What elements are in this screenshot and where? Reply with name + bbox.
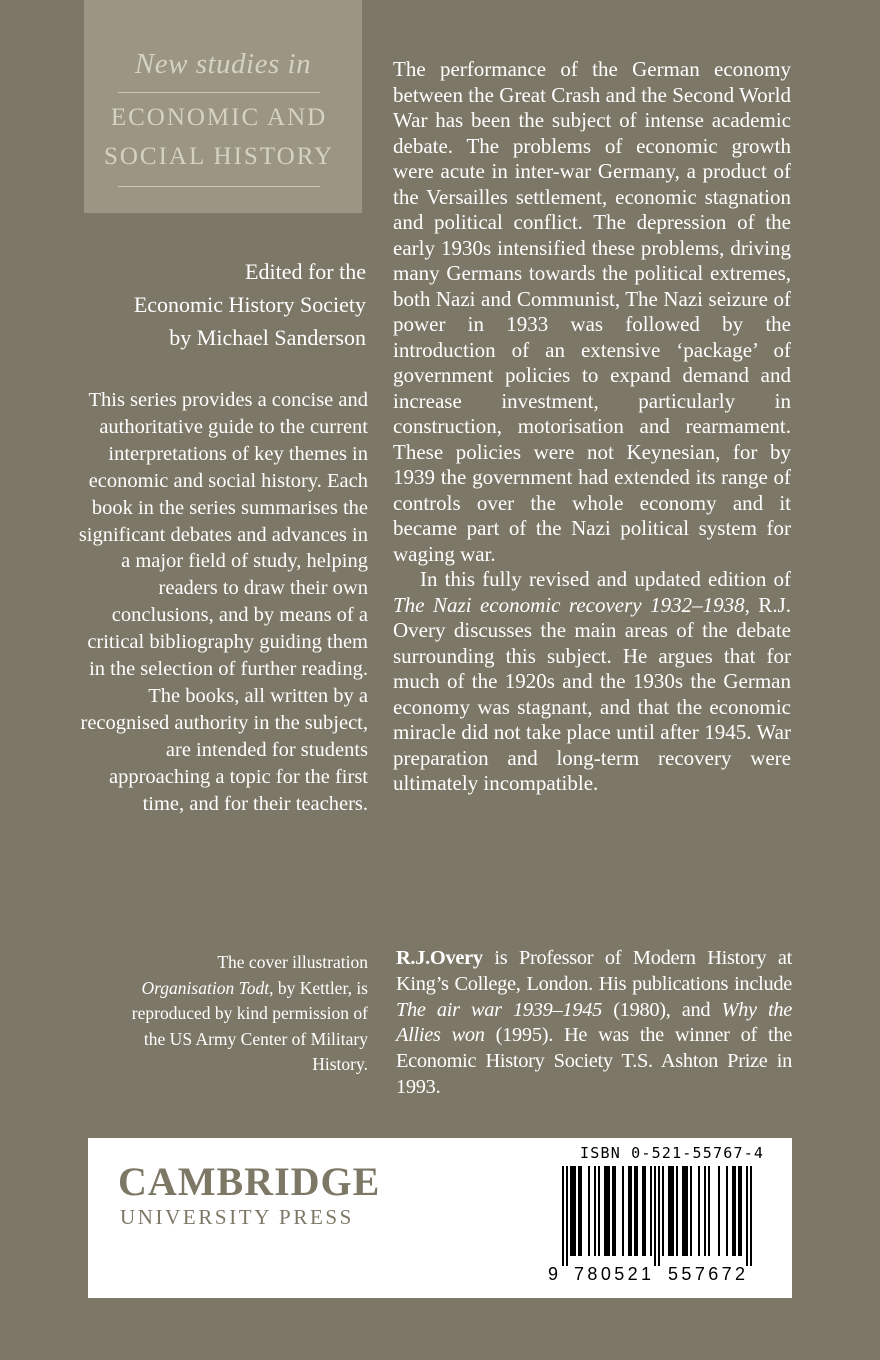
cover-credit-rest: , by Kettler, is reproduced by kind permission of the US Army Center of Military History. [131,977,368,1075]
barcode-bar [580,1166,582,1256]
barcode-bar [630,1166,632,1256]
author-name: R.J.Overy [396,947,483,969]
author-book2: Why the Allies won [396,998,792,1047]
barcode-bar [740,1166,742,1256]
publisher-name-line2: UNIVERSITY PRESS [120,1205,354,1229]
description-para2-rest: , R.J. Overy discusses the main areas of the debate surrounding this subject. He argues that for much of the 1920s and the 1930s the German economy was stagnant, and that the economic miracle did not take place until after 1945. War preparation and long-term recovery were ultimately incompatible. [393,592,791,795]
barcode-bar [750,1166,752,1266]
author-bio-text1: is Professor of Modern History at King’s College, London. His publications include [396,947,792,995]
author-book1: The air war 1939–1945 [396,998,603,1021]
barcode-bar [634,1166,636,1256]
barcode-bar [650,1166,652,1256]
barcode-bar [704,1166,706,1256]
barcode-bar [690,1166,692,1256]
barcode-bar [604,1166,606,1256]
barcode-bar [612,1166,614,1256]
series-rule-bottom [118,186,320,187]
barcode-bar [578,1166,580,1256]
barcode-bar [594,1166,596,1256]
barcode-bar [654,1166,656,1266]
barcode-bar [562,1166,564,1266]
publisher-name-line1: CAMBRIDGE [118,1159,381,1204]
series-tagline: New studies in [134,48,312,80]
author-bio [396,946,792,1101]
barcode-bar [614,1166,616,1256]
barcode-bar [718,1166,720,1256]
barcode-bar [698,1166,700,1256]
barcode-bar [574,1166,576,1256]
editor-line3: by Michael Sanderson [169,325,366,350]
description-para2-start: In this fully revised and updated edition of [420,567,791,591]
barcode-bar [662,1166,664,1256]
barcode-bar [738,1166,740,1256]
editor-line1: Edited for the [245,259,366,284]
cover-credit [110,950,368,1078]
footer-panel [88,1138,792,1298]
barcode-bar [672,1166,674,1256]
barcode-bar [684,1166,686,1256]
barcode-lead-digit: 9 [548,1264,562,1284]
barcode-bar [732,1166,734,1256]
author-bio-text3: (1995). He was the winner of the Economic History Society T.S. Ashton Prize in 1993. [396,1024,792,1098]
cover-credit-title: Organisation Todt [141,977,270,998]
barcode-bar [606,1166,608,1256]
series-description [76,387,368,818]
barcode-bar [566,1166,568,1266]
barcode-bar [686,1166,688,1256]
series-rule-top [118,92,320,93]
barcode-bar [670,1166,672,1256]
series-box [84,0,362,213]
description-para2-title: The Nazi economic recovery 1932–1938 [393,592,745,617]
barcode-bar [570,1166,572,1256]
barcode [562,1166,766,1266]
barcode-bar [572,1166,574,1256]
barcode-bar [642,1166,644,1256]
barcode-bar [608,1166,610,1256]
description-paragraph-1: The performance of the German economy between the Great Crash and the Second World War has been the subject of intense academic debate. The problems of economic growth were acute in inter-war Germany, a product of the Versailles settlement, economic stagnation and political conflict. The depression of the early 1930s intensified these problems, driving many Germans towards the political extremes, both Nazi and Communist, The Nazi seizure of power in 1933 was followed by the introduction of an extensive ‘package’ of government policies to expand demand and increase investment, particularly in construction, motorisation and rearmament. These policies were not Keynesian, for by 1939 the government had extended its range of controls over the whole economy and it became part of the Nazi political system for waging war. [393,57,791,566]
editor-line2: Economic History Society [133,292,366,317]
barcode-right-digits: 557672 [668,1264,749,1284]
series-description-text: This series provides a concise and authoritative guide to the current interpretations of key themes in economic and social history. Each book in the series summarises the significant debates and advances in a major field of study, helping readers to draw their own conclusions, and by means of a critical bibliography guiding them in the selection of further reading. The books, all written by a recognised authority in the subject, are intended for students approaching a topic for the first time, and for their teachers. [78,389,368,815]
book-description [393,57,791,797]
cover-credit-line1: The cover illustration [217,952,368,972]
barcode-bar [668,1166,670,1256]
barcode-bar [628,1166,630,1256]
barcode-bar [598,1166,600,1256]
series-title-line1: ECONOMIC AND [110,104,328,131]
barcode-bar [658,1166,660,1266]
barcode-bar [636,1166,638,1256]
isbn-label: ISBN 0-521-55767-4 [580,1144,765,1162]
barcode-bar [726,1166,728,1256]
barcode-bar [746,1166,748,1266]
barcode-bar [622,1166,624,1256]
barcode-left-digits: 780521 [574,1264,655,1284]
author-bio-text2: (1980), and [602,998,722,1021]
series-title-line2: SOCIAL HISTORY [103,143,335,170]
barcode-bar [644,1166,646,1256]
barcode-bar [734,1166,736,1256]
barcode-bar [588,1166,590,1256]
barcode-bar [676,1166,678,1256]
publisher-logo [118,1160,380,1230]
barcode-bar [708,1166,710,1256]
barcode-bar [682,1166,684,1256]
description-paragraph-2 [393,567,791,797]
